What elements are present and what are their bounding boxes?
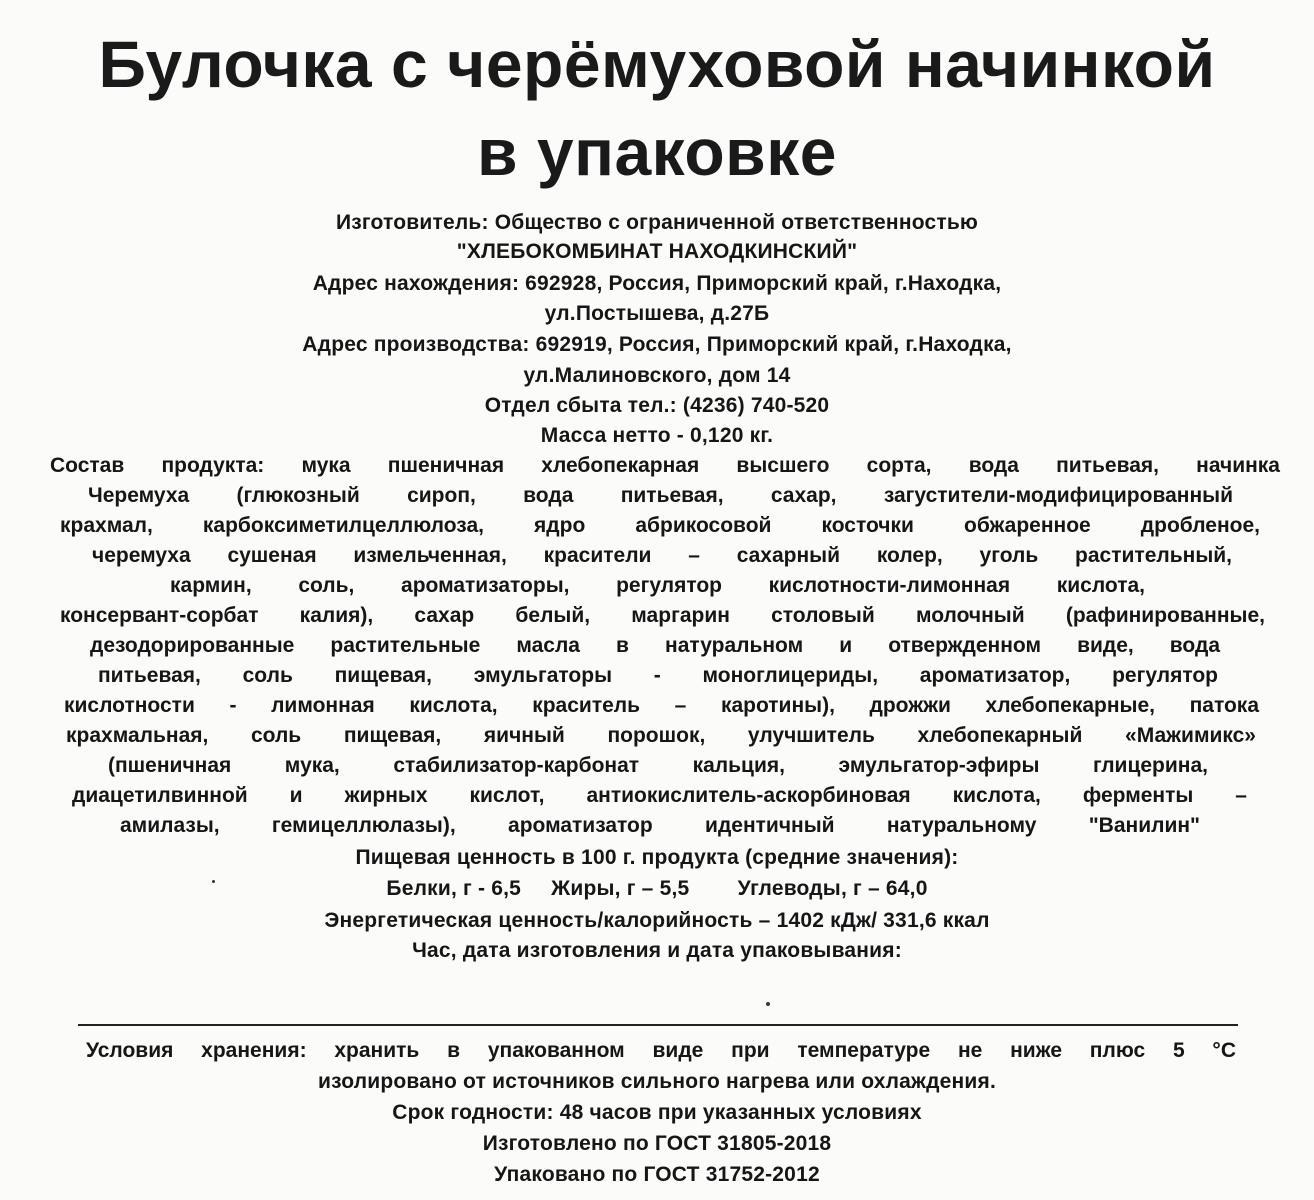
print-speck: [766, 1002, 770, 1006]
composition-line: (пшеничная мука, стабилизатор-карбонат кальция, эмульгатор-эфиры глицерина,: [108, 754, 1208, 777]
net-weight: Масса нетто - 0,120 кг.: [540, 424, 774, 447]
manufacturer-name: "ХЛЕБОКОМБИНАТ НАХОДКИНСКИЙ": [456, 240, 858, 263]
storage-conditions-line: изолировано от источников сильного нагрева или охлаждения.: [317, 1070, 997, 1093]
print-speck: [212, 880, 215, 883]
production-address-line: Адрес производства: 692919, Россия, Приморский край, г.Находка,: [302, 333, 1012, 356]
composition-line: амилазы, гемицеллюлазы), ароматизатор идентичный натуральному "Ванилин": [120, 814, 1200, 837]
product-title-line-1: Булочка с черёмуховой начинкой: [98, 27, 1216, 101]
manufacturer-line: Изготовитель: Общество с ограниченной ответственностью: [335, 211, 979, 234]
production-address-street: ул.Малиновского, дом 14: [523, 364, 791, 387]
composition-line: Черемуха (глюкозный сироп, вода питьевая, сахар, загустители-модифицированный: [88, 484, 1233, 507]
shelf-life: Срок годности: 48 часов при указанных условиях: [392, 1101, 922, 1124]
composition-line: крахмальная, соль пищевая, яичный порошок, улучшитель хлебопекарный «Мажимикс»: [66, 724, 1256, 747]
nutrition-values: Белки, г - 6,5 Жиры, г – 5,5 Углеводы, г – 64,0: [386, 877, 928, 900]
composition-line: крахмал, карбоксиметилцеллюлоза, ядро абрикосовой косточки обжаренное дробленое,: [60, 514, 1260, 537]
composition-line: питьевая, соль пищевая, эмульгаторы - моноглицериды, ароматизатор, регулятор: [98, 664, 1218, 687]
product-title-line-2: в упаковке: [477, 115, 837, 189]
sales-phone: Отдел сбыта тел.: (4236) 740-520: [484, 394, 830, 417]
composition-line: диацетилвинной и жирных кислот, антиокислитель-аскорбиновая кислота, ферменты –: [72, 784, 1247, 807]
legal-address-line: Адрес нахождения: 692928, Россия, Приморский край, г.Находка,: [312, 272, 1002, 295]
production-date-label: Час, дата изготовления и дата упаковывания:: [412, 939, 902, 962]
composition-line: черемуха сушеная измельченная, красители – сахарный колер, уголь растительный,: [92, 544, 1232, 567]
nutrition-header: Пищевая ценность в 100 г. продукта (средние значения):: [355, 846, 959, 869]
composition-line: Состав продукта: мука пшеничная хлебопекарная высшего сорта, вода питьевая, начинка: [50, 454, 1280, 477]
manufactured-standard: Изготовлено по ГОСТ 31805-2018: [482, 1132, 832, 1155]
energy-value: Энергетическая ценность/калорийность – 1402 кДж/ 331,6 ккал: [324, 909, 990, 932]
composition-line: дезодорированные растительные масла в натуральном и отвержденном виде, вода: [90, 634, 1220, 657]
composition-line: консервант-сорбат калия), сахар белый, маргарин столовый молочный (рафинированные,: [60, 604, 1265, 627]
composition-line: кармин, соль, ароматизаторы, регулятор кислотности-лимонная кислота,: [170, 574, 1145, 597]
storage-conditions-line: Условия хранения: хранить в упакованном виде при температуре не ниже плюс 5 °С: [86, 1039, 1236, 1062]
composition-line: кислотности - лимонная кислота, краситель – каротины), дрожжи хлебопекарные, патока: [64, 694, 1259, 717]
legal-address-street: ул.Постышева, д.27Б: [544, 302, 770, 325]
packed-standard: Упаковано по ГОСТ 31752-2012: [494, 1163, 820, 1186]
divider-line: [78, 1024, 1238, 1026]
